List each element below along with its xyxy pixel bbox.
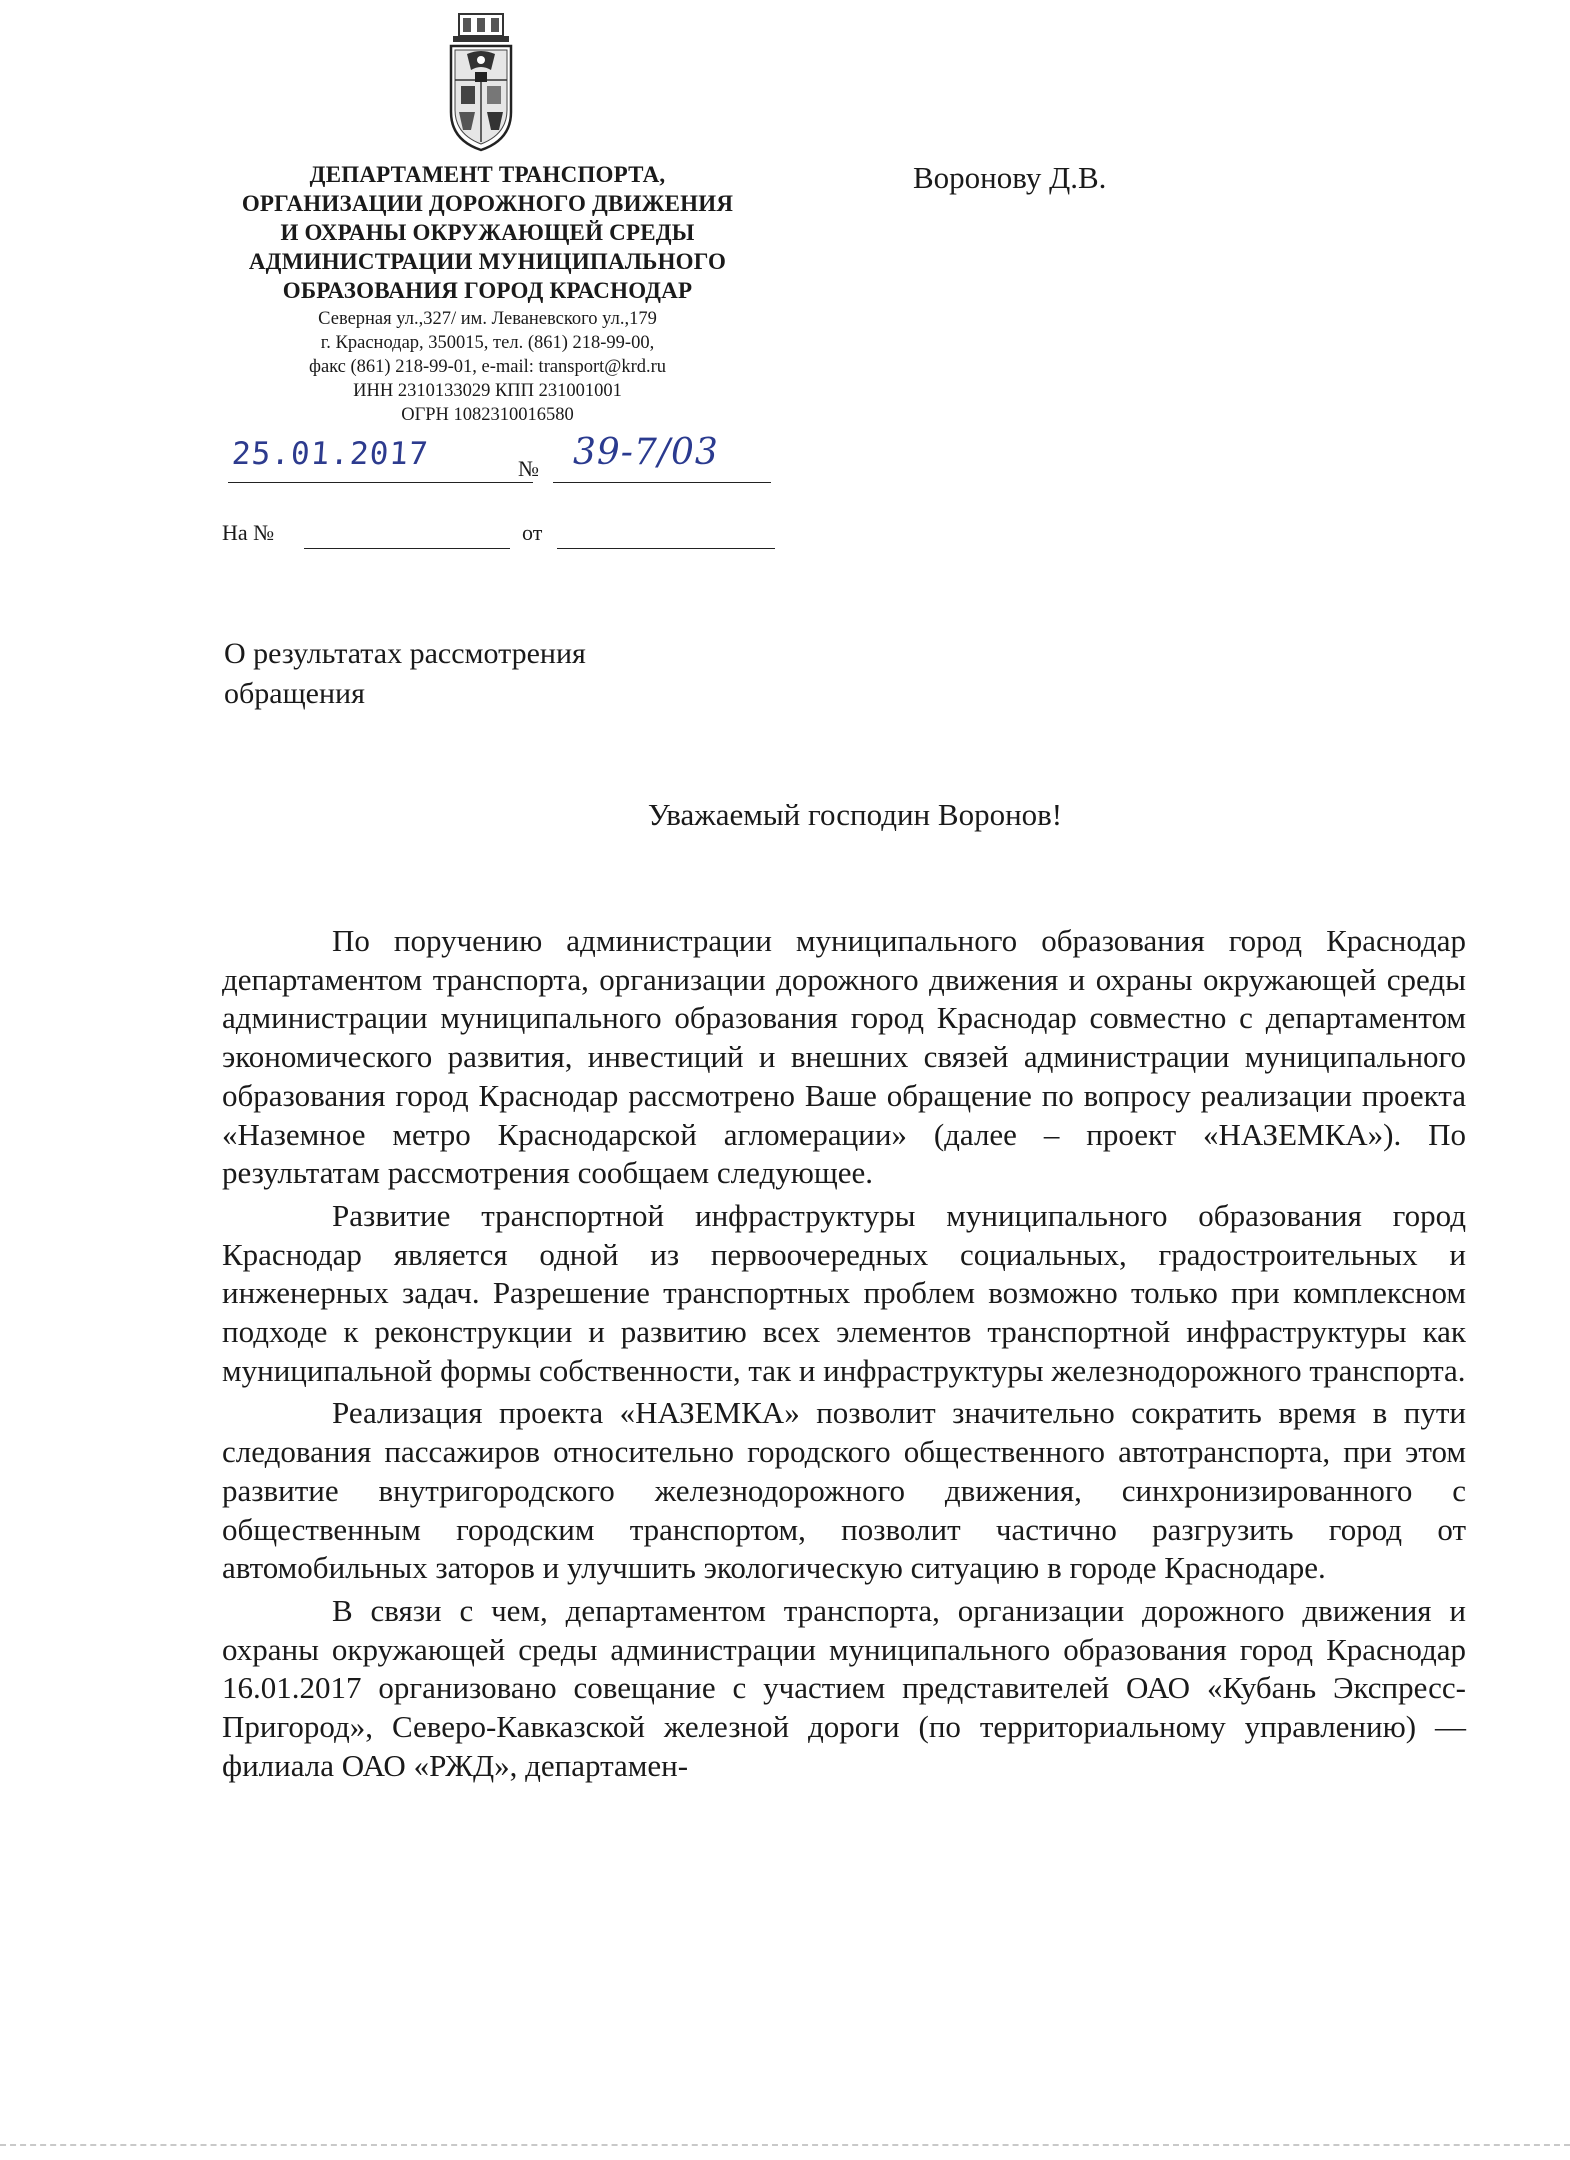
letter-body — [222, 922, 1466, 1789]
org-name-line: ОБРАЗОВАНИЯ ГОРОД КРАСНОДАР — [282, 278, 693, 303]
date-underline — [228, 482, 533, 483]
org-name-line: АДМИНИСТРАЦИИ МУНИЦИПАЛЬНОГО — [248, 249, 727, 274]
number-underline — [553, 482, 771, 483]
letterhead — [210, 160, 765, 427]
org-name-line: ДЕПАРТАМЕНТ ТРАНСПОРТА, — [309, 162, 666, 187]
date-stamp: 25.01.2017 — [230, 436, 430, 472]
reference-line — [222, 520, 782, 560]
paragraph: Развитие транспортной инфраструктуры муниципального образования город Краснодар является одной из первоочередных социальных, градостроительных и инженерных задач. Разрешение транспортных проблем возможно только при комплексном подходе к реконструкции и развитию всех элементов транспортной инфраструктуры как муниципальной формы собственности, так и инфраструктуры железнодорожного транспорта. — [222, 1197, 1466, 1388]
contact-line: факс (861) 218-99-01, e-mail: transport@krd.ru — [308, 357, 667, 377]
org-contacts — [210, 307, 765, 427]
ref-date-underline — [557, 548, 775, 549]
org-name-line: И ОХРАНЫ ОКРУЖАЮЩЕЙ СРЕДЫ — [280, 220, 695, 245]
ref-number-underline — [304, 548, 510, 549]
paragraph: В связи с чем, департаментом транспорта, организации дорожного движения и охраны окружающей среды администрации муниципального образования город Краснодар 16.01.2017 организовано совещание с участием представителей ОАО «Кубань Экспресс-Пригород», Северо-Кавказской железной дороги (по территориальному управлению) — филиала ОАО «РЖД», департамен- — [222, 1592, 1466, 1783]
salutation: Уважаемый господин Воронов! — [647, 797, 1063, 832]
subject-line: обращения — [224, 677, 365, 710]
contact-line: ИНН 2310133029 КПП 231001001 — [353, 381, 622, 401]
contact-line: Северная ул.,327/ им. Леваневского ул.,179 — [318, 309, 657, 329]
paragraph: По поручению администрации муниципального образования город Краснодар департаментом транспорта, организации дорожного движения и охраны окружающей среды администрации муниципального образования город Краснодар совместно с департаментом экономического развития, инвестиций и внешних связей администрации муниципального образования город Краснодар рассмотрено Ваше обращение по вопросу реализации проекта «Наземное метро Краснодарской агломерации» (далее – проект «НАЗЕМКА»). По результатам рассмотрения сообщаем следующее. — [222, 923, 1466, 1191]
addressee: Воронову Д.В. — [913, 160, 1107, 195]
paragraph: Реализация проекта «НАЗЕМКА» позволит значительно сократить время в пути следования пассажиров относительно городского общественного автотранспорта, при этом развитие внутригородского железнодорожного движения, синхронизированного с общественным городским транспортом, позволит частично разгрузить город от автомобильных заторов и улучшить экологическую ситуацию в городе Краснодаре. — [222, 1395, 1466, 1586]
subject — [224, 634, 784, 714]
org-name-line: ОРГАНИЗАЦИИ ДОРОЖНОГО ДВИЖЕНИЯ — [241, 191, 734, 216]
contact-line: г. Краснодар, 350015, тел. (861) 218-99-00, — [320, 333, 655, 353]
number-label: № — [518, 456, 539, 481]
org-name — [210, 160, 765, 305]
ref-date-label: от — [522, 520, 543, 545]
registration-line — [218, 432, 773, 488]
handwritten-number: 39-7/03 — [573, 432, 719, 473]
subject-line: О результатах рассмотрения — [224, 637, 586, 670]
coat-of-arms-icon — [445, 12, 517, 154]
contact-line: ОГРН 1082310016580 — [401, 405, 574, 425]
ref-number-label: На № — [222, 520, 275, 545]
scan-edge-line — [0, 2144, 1570, 2146]
